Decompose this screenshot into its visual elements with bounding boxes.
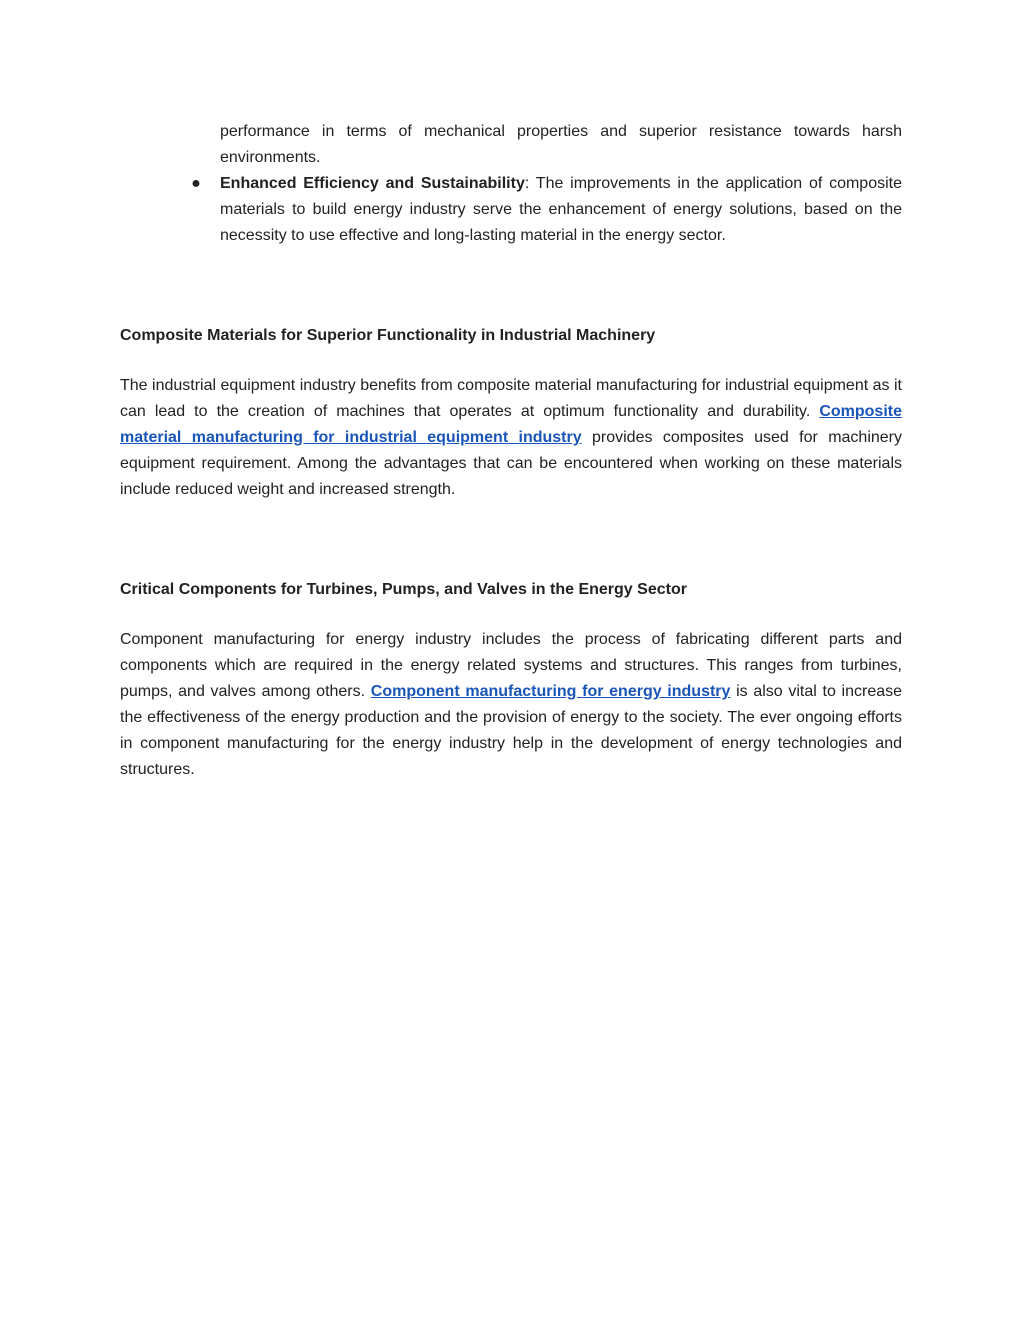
bullet-item-text: The improvements in the application of composite materials to build energy industry serve the enhancement of energy solutions, based on the necessity to use effective and long-lasting material in the energy sector. [220,175,902,244]
section-paragraph-components [120,627,902,783]
section-heading-components: Critical Components for Turbines, Pumps, and Valves in the Energy Sector [120,581,687,598]
composite-manufacturing-link[interactable]: Composite material manufacturing for industrial equipment industry [120,403,902,446]
bullet-icon: ● [191,175,201,192]
section-heading-composite: Composite Materials for Superior Functionality in Industrial Machinery [120,327,656,344]
bullet-continuation-text: performance in terms of mechanical properties and superior resistance towards harsh environments. [220,123,902,166]
component-manufacturing-link[interactable]: Component manufacturing for energy industry [370,683,731,700]
paragraph-text-before-link: The industrial equipment industry benefits from composite material manufacturing for industrial equipment as it can lead to the creation of machines that operates at optimum functionality and durability. [120,377,902,420]
paragraph-text-after-link: is also vital to increase the effectiveness of the energy production and the provision of energy to the society. The ever ongoing efforts in component manufacturing for the energy industry help in the development of energy technologies and structures. [120,683,903,778]
paragraph-text-before-link: Component manufacturing for energy industry includes the process of fabricating different parts and components which are required in the energy related systems and structures. This ranges from turbines, pumps, and valves among others. [120,631,902,700]
bullet-item-title: Enhanced Efficiency and Sustainability [220,175,525,192]
bullet-item [220,171,902,249]
paragraph-text-after-link: provides composites used for machinery equipment requirement. Among the advantages that can be encountered when working on these materials include reduced weight and increased strength. [120,429,902,498]
section-paragraph-composite [120,373,902,503]
bullet-item-separator: : [524,175,530,192]
